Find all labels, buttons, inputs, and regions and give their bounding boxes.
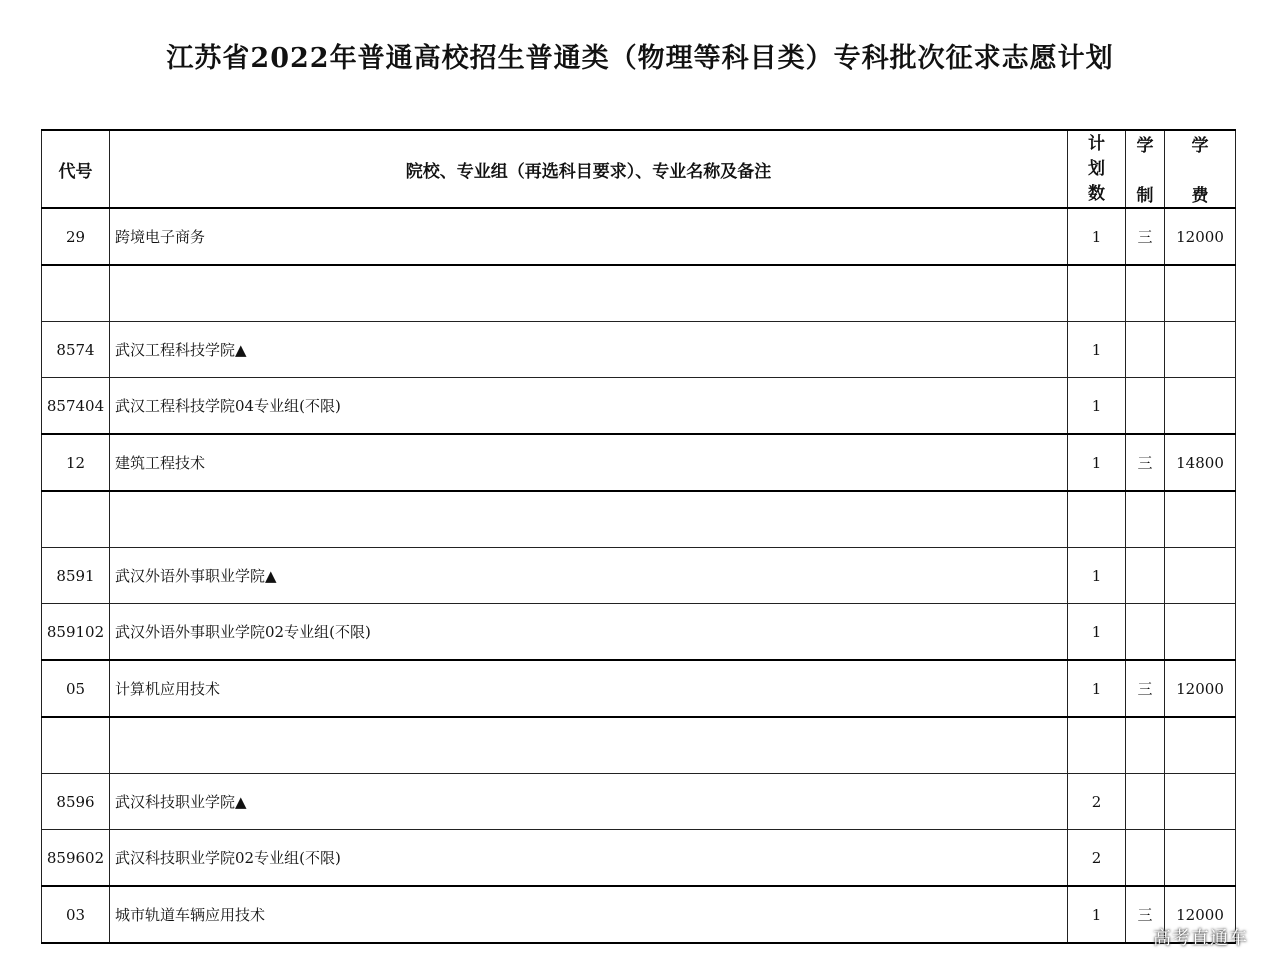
table-row [42, 717, 1236, 774]
header-fee: 学 费 [1165, 130, 1236, 208]
table-row [42, 434, 1236, 491]
cell-code: 859102 [42, 604, 110, 661]
cell-code: 03 [42, 886, 110, 943]
table-row [42, 491, 1236, 548]
cell-plan-count: 1 [1068, 434, 1126, 491]
table-row [42, 830, 1236, 887]
cell-system [1126, 830, 1165, 887]
cell-fee [1165, 378, 1236, 435]
page-title: 江苏省2022年普通高校招生普通类（物理等科目类）专科批次征求志愿计划 [166, 43, 1114, 74]
cell-code [42, 491, 110, 548]
table-row [42, 886, 1236, 943]
table-row [42, 548, 1236, 604]
cell-plan-count [1068, 491, 1126, 548]
header-code: 代号 [42, 130, 110, 208]
enrollment-plan-table [41, 129, 1236, 944]
cell-plan-count: 2 [1068, 830, 1126, 887]
cell-system: 三 [1126, 660, 1165, 717]
cell-code: 29 [42, 208, 110, 265]
cell-plan-count: 1 [1068, 208, 1126, 265]
header-system: 学 制 [1126, 130, 1165, 208]
cell-code [42, 717, 110, 774]
cell-fee [1165, 491, 1236, 548]
cell-fee [1165, 604, 1236, 661]
cell-fee: 12000 [1165, 660, 1236, 717]
cell-plan-count [1068, 265, 1126, 322]
cell-plan-count: 1 [1068, 886, 1126, 943]
cell-name [110, 491, 1068, 548]
cell-code: 12 [42, 434, 110, 491]
cell-system: 三 [1126, 886, 1165, 943]
cell-system [1126, 717, 1165, 774]
cell-fee [1165, 265, 1236, 322]
cell-name: 武汉科技职业学院▲ [110, 774, 1068, 830]
cell-system [1126, 491, 1165, 548]
cell-system [1126, 378, 1165, 435]
table-row [42, 208, 1236, 265]
table-row [42, 322, 1236, 378]
cell-name [110, 265, 1068, 322]
cell-fee: 12000 [1165, 208, 1236, 265]
cell-system: 三 [1126, 208, 1165, 265]
cell-name: 城市轨道车辆应用技术 [110, 886, 1068, 943]
cell-fee [1165, 322, 1236, 378]
cell-fee: 14800 [1165, 434, 1236, 491]
cell-plan-count: 1 [1068, 322, 1126, 378]
table-row [42, 604, 1236, 661]
cell-fee [1165, 717, 1236, 774]
table-row [42, 378, 1236, 435]
header-plan-count: 计 划 数 [1068, 130, 1126, 208]
cell-fee: 12000 [1165, 886, 1236, 943]
cell-name: 武汉外语外事职业学院▲ [110, 548, 1068, 604]
cell-code: 8591 [42, 548, 110, 604]
cell-plan-count: 1 [1068, 378, 1126, 435]
cell-name: 武汉工程科技学院▲ [110, 322, 1068, 378]
cell-system [1126, 604, 1165, 661]
cell-name: 武汉科技职业学院02专业组(不限) [110, 830, 1068, 887]
cell-system [1126, 265, 1165, 322]
cell-code: 8574 [42, 322, 110, 378]
cell-system [1126, 548, 1165, 604]
table-row [42, 265, 1236, 322]
header-name: 院校、专业组（再选科目要求）、专业名称及备注 [110, 130, 1068, 208]
cell-fee [1165, 830, 1236, 887]
cell-code [42, 265, 110, 322]
cell-fee [1165, 774, 1236, 830]
watermark-text: 高考直通车 [1153, 928, 1248, 949]
cell-plan-count [1068, 717, 1126, 774]
cell-code: 8596 [42, 774, 110, 830]
table-row [42, 660, 1236, 717]
cell-plan-count: 1 [1068, 660, 1126, 717]
cell-code: 859602 [42, 830, 110, 887]
cell-system [1126, 322, 1165, 378]
cell-name: 建筑工程技术 [110, 434, 1068, 491]
cell-plan-count: 2 [1068, 774, 1126, 830]
cell-name [110, 717, 1068, 774]
cell-plan-count: 1 [1068, 548, 1126, 604]
cell-name: 武汉工程科技学院04专业组(不限) [110, 378, 1068, 435]
cell-system [1126, 774, 1165, 830]
cell-name: 计算机应用技术 [110, 660, 1068, 717]
cell-name: 跨境电子商务 [110, 208, 1068, 265]
cell-plan-count: 1 [1068, 604, 1126, 661]
cell-fee [1165, 548, 1236, 604]
table-row [42, 774, 1236, 830]
cell-code: 05 [42, 660, 110, 717]
cell-code: 857404 [42, 378, 110, 435]
table-header-row [42, 130, 1236, 208]
cell-name: 武汉外语外事职业学院02专业组(不限) [110, 604, 1068, 661]
cell-system: 三 [1126, 434, 1165, 491]
